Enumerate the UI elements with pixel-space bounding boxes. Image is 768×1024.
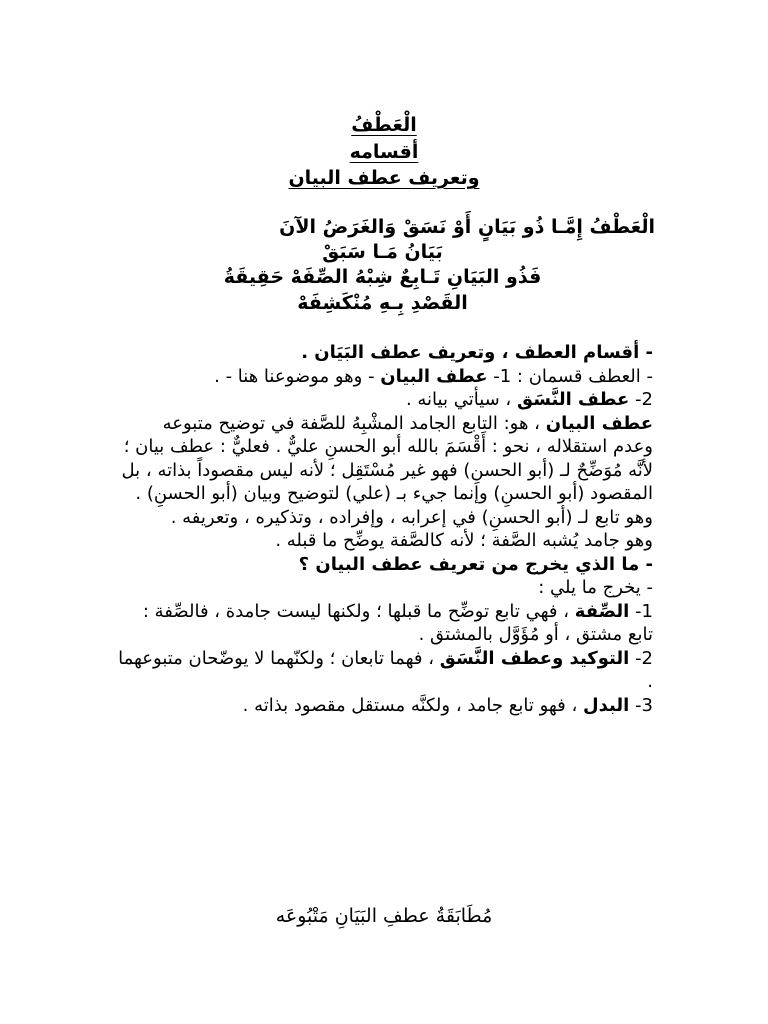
title-line-2: أقسامه bbox=[349, 141, 419, 163]
poem-line-1: الْعَطْفُ إِمَّـا ذُو بَيَانٍ أَوْ نَسَقْ وَالغَرَضُ الآنَ bbox=[279, 216, 655, 238]
subtitle-sections bbox=[0, 141, 768, 163]
paragraph-excluded-intro: - يخرج ما يلي : bbox=[538, 577, 653, 598]
paragraph-agreement: وهو تابع لـ (أبو الحسنِ) في إعرابه ، وإفراده ، وتذكيره ، وتعريفه . bbox=[170, 506, 653, 528]
poem-line-2: بَيَانُ مَـا سَبَقْ bbox=[322, 241, 443, 263]
paragraph-exclusion-1: 1- الصِّفة ، فهي تابع توضِّح ما قبلها ؛ ولكنها ليست جامدة ، فالصِّفة : تابع مشتق ، أو مُؤَوَّل بالمشتق . bbox=[142, 600, 653, 645]
paragraph-question: - ما الذي يخرج من تعريف عطف البيان ؟ bbox=[298, 553, 653, 575]
poem-line-3: فَذُو البَيَانِ تَـابِعٌ شِبْهُ الصِّفَهْ حَقِيقَةُ bbox=[223, 266, 542, 288]
document-body bbox=[118, 341, 653, 717]
section-footer-heading: مُطَابَقَةُ عطفِ البَيَانِ مَتْبُوعَه bbox=[275, 905, 493, 927]
paragraph-atf-nasaq: 2- عطف النَّسَق ، سيأتي بيانه . bbox=[405, 389, 653, 410]
paragraph-exclusion-2: 2- التوكيد وعطف النَّسَق ، فهما تابعان ؛ ولكنّهما لا يوضّحان متبوعهما . bbox=[118, 647, 653, 692]
document-title bbox=[0, 114, 768, 136]
paragraph-exclusion-3: 3- البدل ، فهو تابع جامد ، ولكنَّه مستقل مقصود بذاته . bbox=[242, 694, 653, 716]
paragraph-like-adjective: وهو جامد يُشبه الصَّفة ؛ لأنه كالصَّفة يوضِّح ما قبله . bbox=[275, 530, 653, 551]
title-line-3: وتعريف عطف البيان bbox=[288, 167, 480, 189]
paragraph-definition: عطف البيان ، هو: التابع الجامد المشْبِهُ للصَّفة في توضيح متبوعه وعدم استقلاله ، نحو : أَقْسَمَ بالله أبو الحسنِ عليٌّ . فعليٌّ : عطف بيان ؛ لأنَّه مُوَضِّحٌ لـ (أبو الحسنِ) فهو غير مُسْتَقِل ؛ لأنه ليس مقصوداً بذاته ، بل المقصود (أبو الحسنِ) وإنما جيء بـ (علي) لتوضيح وبيان (أبو الحسنِ) . bbox=[121, 412, 653, 504]
subtitle-definition bbox=[0, 167, 768, 189]
paragraph-two-types: - العطف قسمان : 1- عطف البيان - وهو موضوعنا هنا - . bbox=[214, 365, 653, 387]
title-line-1: الْعَطْفُ bbox=[351, 114, 417, 136]
poem-line-4: القَصْدِ بِـهِ مُنْكَشِفَهْ bbox=[297, 292, 468, 314]
paragraph-sections-heading: - أقسام العطف ، وتعريف عطف البَيَان . bbox=[301, 342, 653, 363]
